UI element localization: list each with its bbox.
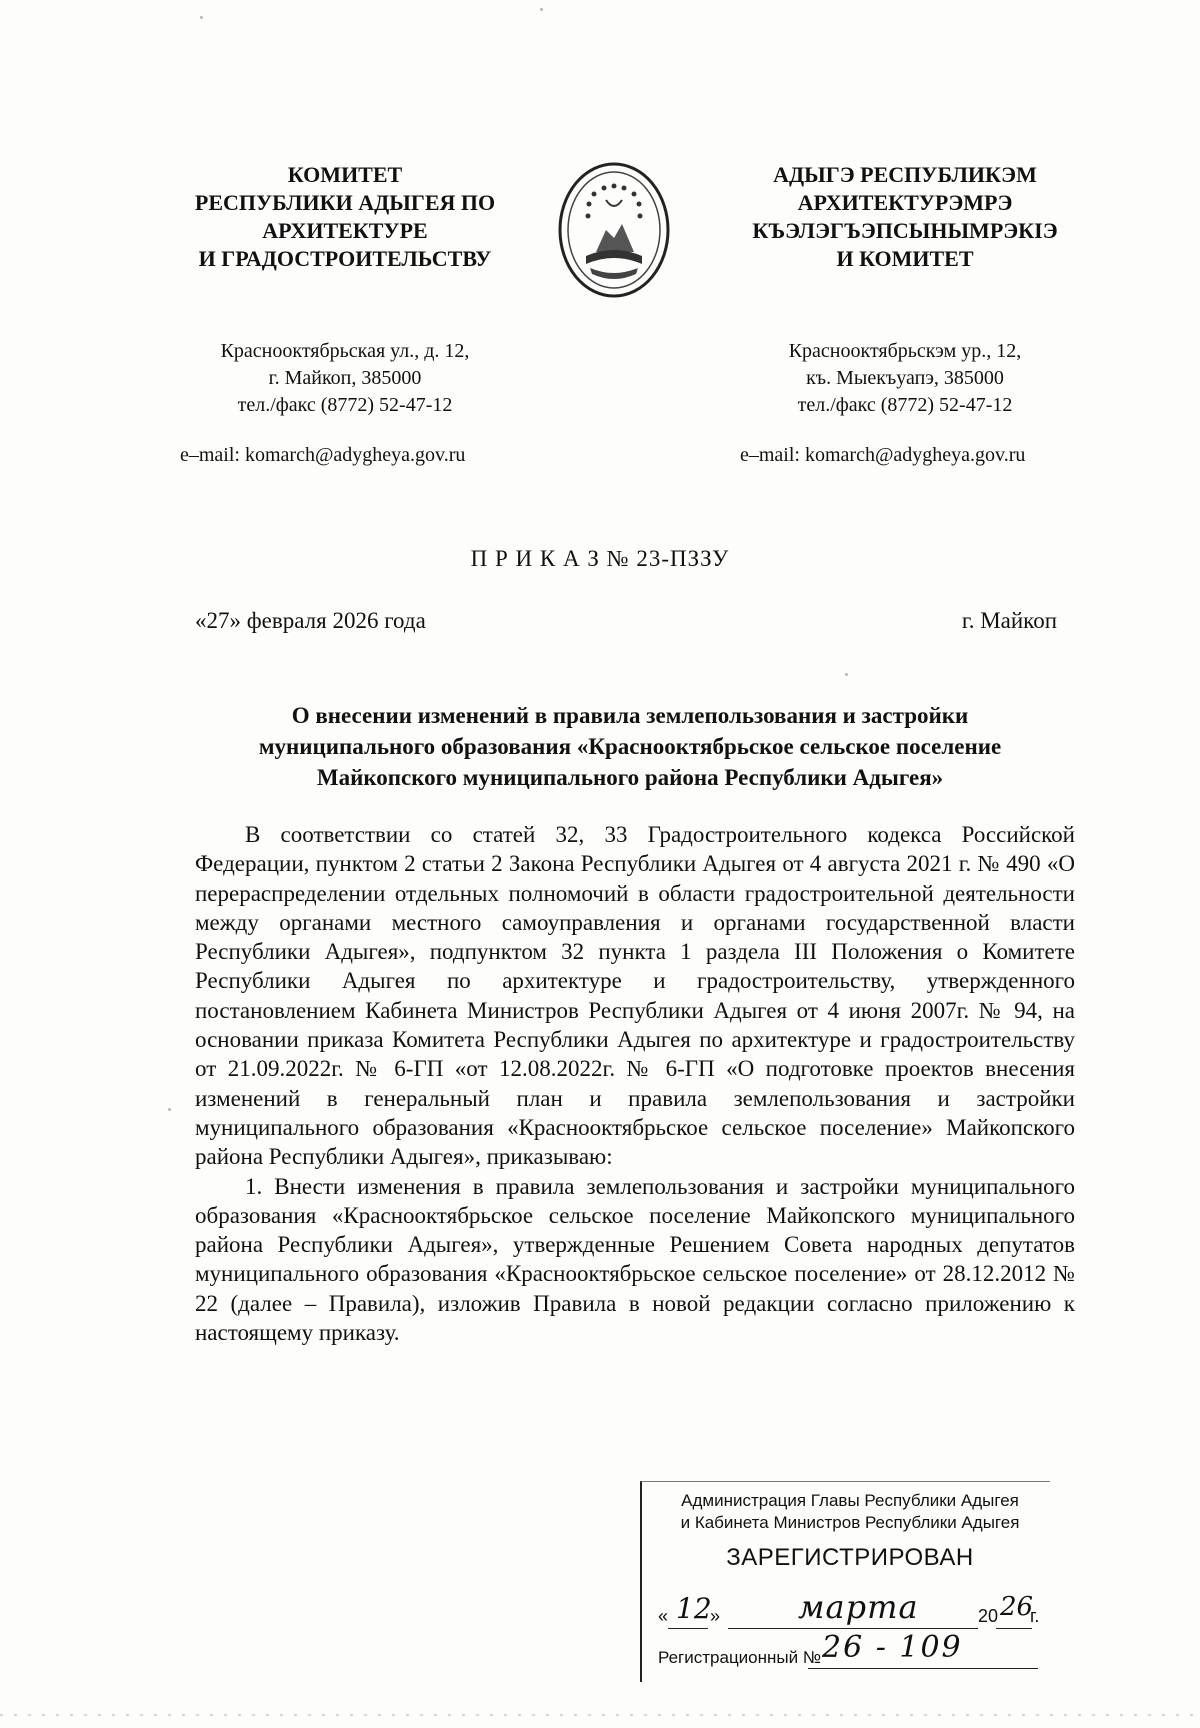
subject-line: Майкопского муниципального района Республики Адыгея» <box>316 765 944 790</box>
stamp-underline <box>996 1628 1032 1629</box>
order-date: «27» февраля 2026 года <box>195 608 426 633</box>
stamp-year-suffix: 26 <box>1000 1592 1034 1622</box>
address-right-line: Краснооктябрьскэм ур., 12, <box>788 340 1022 362</box>
adygea-coat-of-arms-icon <box>556 160 672 300</box>
stamp-underline <box>668 1628 708 1629</box>
subject-line: муниципального образования «Краснооктябрьское сельское поселение <box>258 734 1002 759</box>
header-right-line: КЪЭЛЭГЪЭПСЫНЫМРЭКIЭ <box>752 218 1058 243</box>
header-right-line: АРХИТЕКТУРЭМРЭ <box>797 190 1013 215</box>
scan-speck <box>845 673 848 676</box>
address-left <box>170 338 520 419</box>
header-left-line: РЕСПУБЛИКИ АДЫГЕЯ ПО <box>194 190 496 215</box>
stamp-title: ЗАРЕГИСТРИРОВАН <box>726 1544 974 1571</box>
address-right-line: тел./факс (8772) 52-47-12 <box>797 394 1013 416</box>
stamp-underline <box>808 1668 1038 1669</box>
stamp-day: 12 <box>676 1592 712 1625</box>
header-right-ady <box>730 161 1080 273</box>
stamp-date <box>658 1588 1042 1632</box>
stamp-quote-close: » <box>710 1606 721 1626</box>
email-left: e–mail: komarch@adygheya.gov.ru <box>180 444 466 466</box>
order-body <box>195 820 1075 1347</box>
order-subject <box>180 700 1080 793</box>
stamp-underline <box>728 1628 978 1629</box>
order-title: П Р И К А З № 23-ПЗЗУ <box>470 546 730 571</box>
scan-speck <box>200 16 203 19</box>
body-paragraph: 1. Внести изменения в правила землепользования и застройки муниципального образования «Краснооктябрьское сельское поселение Майкопского муниципального района Республики Адыгея», утвержденные Решением Совета народных депутатов муниципального образования «Краснооктябрьское сельское поселение» от 28.12.2012 № 22 (далее – Правила), изложив Правила в новой редакции согласно приложению к настоящему приказу. <box>195 1173 1075 1346</box>
address-left-line: г. Майкоп, 385000 <box>268 367 422 389</box>
scan-edge-dots <box>0 1714 1200 1716</box>
address-left-line: Краснооктябрьская ул., д. 12, <box>220 340 470 362</box>
stamp-reg-number: 26 - 109 <box>822 1630 963 1665</box>
header-right-line: АДЫГЭ РЕСПУБЛИКЭМ <box>773 162 1037 187</box>
address-right-line: къ. Мыекъуапэ, 385000 <box>806 367 1004 389</box>
stamp-reg-label: Регистрационный № <box>658 1648 822 1667</box>
stamp-month: марта <box>798 1588 919 1626</box>
registration-stamp <box>640 1481 1050 1682</box>
order-city: г. Майкоп <box>961 608 1057 633</box>
stamp-quote-open: « <box>658 1606 669 1626</box>
header-left-ru <box>170 161 520 273</box>
stamp-org-line: и Кабинета Министров Республики Адыгея <box>680 1513 1020 1532</box>
address-left-line: тел./факс (8772) 52-47-12 <box>237 394 453 416</box>
body-paragraph: В соответствии со статей 32, 33 Градостроительного кодекса Российской Федерации, пунктом 2 статьи 2 Закона Республики Адыгея от 4 августа 2021 г. № 490 «О перераспределении отдельных полномочий в области градостроительной деятельности между органами местного самоуправления и органами государственной власти Республики Адыгея», подпунктом 32 пункта 1 раздела III Положения о Комитете Республики Адыгея по архитектуре и градостроительству, утвержденного постановлением Кабинета Министров Республики Адыгея от 4 июня 2007г. № 94, на основании приказа Комитета Республики Адыгея по архитектуре и градостроительству от 21.09.2022г. № 6-ГП «от 12.08.2022г. № 6-ГП «О подготовке проектов внесения изменений в генеральный план и правила землепользования и застройки муниципального образования «Краснооктябрьское сельское поселение» Майкопского района Республики Адыгея», приказываю: <box>195 822 1075 1170</box>
header-left-line: И ГРАДОСТРОИТЕЛЬСТВУ <box>198 246 492 271</box>
subject-line: О внесении изменений в правила землепользования и застройки <box>291 703 969 728</box>
header-right-line: И КОМИТЕТ <box>836 246 974 271</box>
scan-speck <box>168 1108 171 1111</box>
header-left-line: КОМИТЕТ <box>287 162 403 187</box>
stamp-org-line: Администрация Главы Республики Адыгея <box>681 1491 1019 1510</box>
scan-speck <box>540 8 543 11</box>
email-right: e–mail: komarch@adygheya.gov.ru <box>740 444 1026 466</box>
address-right <box>730 338 1080 419</box>
header-left-line: АРХИТЕКТУРЕ <box>262 218 428 243</box>
stamp-year-prefix: 20 <box>978 1606 999 1626</box>
stamp-year-mark: г. <box>1030 1606 1040 1626</box>
